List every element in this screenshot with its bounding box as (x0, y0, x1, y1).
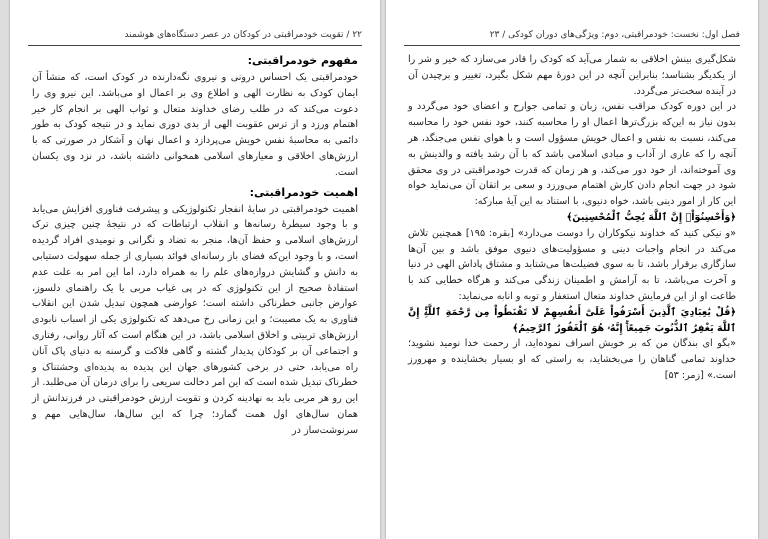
section-heading-importance: اهمیت خودمراقبتی: (249, 185, 358, 199)
header-divider (404, 45, 740, 46)
running-header: فصل اول: نخست: خودمراقبتی، دوم: ویژگی‌های دوران کودکی / ۲۳ (489, 30, 740, 40)
verse-translation: «بگو ای بندگان من که بر خویش اسراف نموده‌اید، از رحمت خدا نومید نشوید؛ خداوند تمامی گناهان را می‌بخشاید، به راستی که او بسیار بخشاینده و مهرورز است.» [زمر: ۵۳] (408, 338, 736, 381)
section-heading-concept: مفهوم خودمراقبتی: (247, 54, 358, 67)
page-22 (10, 0, 380, 539)
page-23 (386, 0, 758, 539)
section-paragraph-concept: خودمراقبتی یک احساس درونی و نیروی نگه‌دارنده در کودک است، که منشأ آن ایمان کودک به نظارت الهی و اطلاع وی بر اعمال او می‌باشد. این نیرو وی را دعوت می‌کند که در طلب رضای خداوند متعال و ثواب الهی بر انجام کار خیر اهتمام ورزد و از ترس عقوبت الهی از بدی دوری نماید و در نتیجه کودک به طور دائمی به محاسبۀ نفس خویش می‌پردازد و اعمال نهان و آشکار در صورتی که با ارزش‌های اخلاقی و معیارهای اسلامی همخوانی داشته باشد، در نزد وی یکسان است. (32, 72, 358, 178)
running-header: ۲۲ / تقویت خودمراقبتی در کودکان در عصر دستگاه‌های هوشمند (124, 30, 362, 40)
quran-verse: ﴿قُلْ يَٰعِبَادِيَ ٱلَّذِينَ أَسْرَفُواْ عَلَىٰٓ أَنفُسِهِمْ لَا تَقْنَطُواْ مِن رَّحْمَةِ ٱللَّهِۚ إِنَّ ٱللَّهَ يَغْفِرُ ٱلذُّنُوبَ جَمِيعًاۚ إِنَّهُۥ هُوَ ٱلْغَفُورُ ٱلرَّحِيمُ﴾ (408, 306, 736, 334)
section-paragraph-importance: اهمیت خودمراقبتی در سایۀ انفجار تکنولوژیکی و پیشرفت فناوری افزایش می‌یابد و با وجود سیطرۀ رسانه‌ها و انقلاب ارتباطات که در نتیجۀ چنین چیزی ترک ارزش‌های اسلامی و حفظ آن‌ها، منجر به تضاد و نگرانی و نومیدی افراد گردیده است، و با وجود این‌که فضای باز رسانه‌ای فوائد بسیاری از جمله سهولت دستیابی به دانش و گشایش دروازه‌های علم را به همراه دارد، اما این امر به علت عدم استفادۀ صحیح از این تکنولوژی که در پی غیاب مربی یا یک راهنمای دلسوز، عوارض جانبی خطرناکی داشته است؛ عوارضی همچون تبدیل شدن این انقلاب فناوری به یک مصیبت؛ و این زمانی رخ می‌دهد که تکنولوژی یکی از اسباب نابودی ارزش‌های تربیتی و اخلاق اسلامی باشد، در این هنگام است که آثار روانی، رفتاری و اجتماعی آن بر کودکان پدیدار گشته و گاهی فلاکت و گرسنه به دنیای پاک آنان راه می‌یابد، حتی در برخی کشورهای جهان این پدیده به پدیده‌ای وحشتناک و خطرناک تبدیل شده است که این امر دخالت سریعی را برای درمان آن می‌طلبد. از این رو هر مربی باید به نهادینه کردن و تقویت ارزش خودمراقبتی در فرزندانش از همان سال‌های اول همت گمارد؛ چرا که این سال‌ها، سال‌هایی مهم و سرنوشت‌ساز در (32, 203, 358, 436)
verse-translation: «و نیکی کنید که خداوند نیکوکاران را دوست می‌دارد» [بقره: ۱۹۵] همچنین تلاش می‌کند در انجام واجبات دینی و مسؤولیت‌های دنیوی موفق باشد و بین آن‌ها سازگاری برقرار باشد، تا به سوی فضیلت‌ها می‌شتابد و مشتاق پاداش الهی در دنیا و آخرت می‌باشد، تا به آرامش و اطمینان زندگی می‌کند و هرگاه خطایی کند با طاعت او از این فرمایش خداوند متعال استغفار و توبه و انابه می‌نماید: (408, 227, 736, 302)
header-divider (28, 45, 362, 46)
page-body (32, 52, 358, 439)
page-body (408, 52, 736, 384)
quran-verse: ﴿وَأَحْسِنُوٓاْۚ إِنَّ ٱللَّهَ يُحِبُّ ٱلْمُحْسِنِينَ﴾ (566, 211, 736, 223)
paragraph: شکل‌گیری بینش اخلاقی به شمار می‌آید که کودک را قادر می‌سازد که خیر و شر را از یکدیگر بشناسد؛ بنابراین آنچه در این دورۀ مهم شکل بگیرد، تغییر و برچیدن آن در آینده سخت‌تر می‌گردد. (408, 54, 736, 97)
paragraph: در این دوره کودک مراقب نفس، زبان و تمامی جوارح و اعضای خود می‌گردد و بدون نیاز به این‌که بزرگ‌ترها اعمال او را محاسبه کنند، خود نفس خود را محاسبه می‌کند، نسبت به نفس و اعمال خویش مسؤول است و با هوای نفس می‌جنگد، هر آنچه را که عاری از آداب و مبادی اسلامی باشد که با آن رشد یافته و والدینش به وی آموخته‌اند، از خود دور می‌کند، و هر زمان که قدرت خودمراقبتی در وی محقق شود در جهت انجام دادن کارش اهتمام می‌ورزد و سعی بر اتقان آن می‌نماید خواه این کار از امور دینی باشد، خواه دنیوی، با استناد به این آیۀ مبارکه: (408, 101, 736, 208)
